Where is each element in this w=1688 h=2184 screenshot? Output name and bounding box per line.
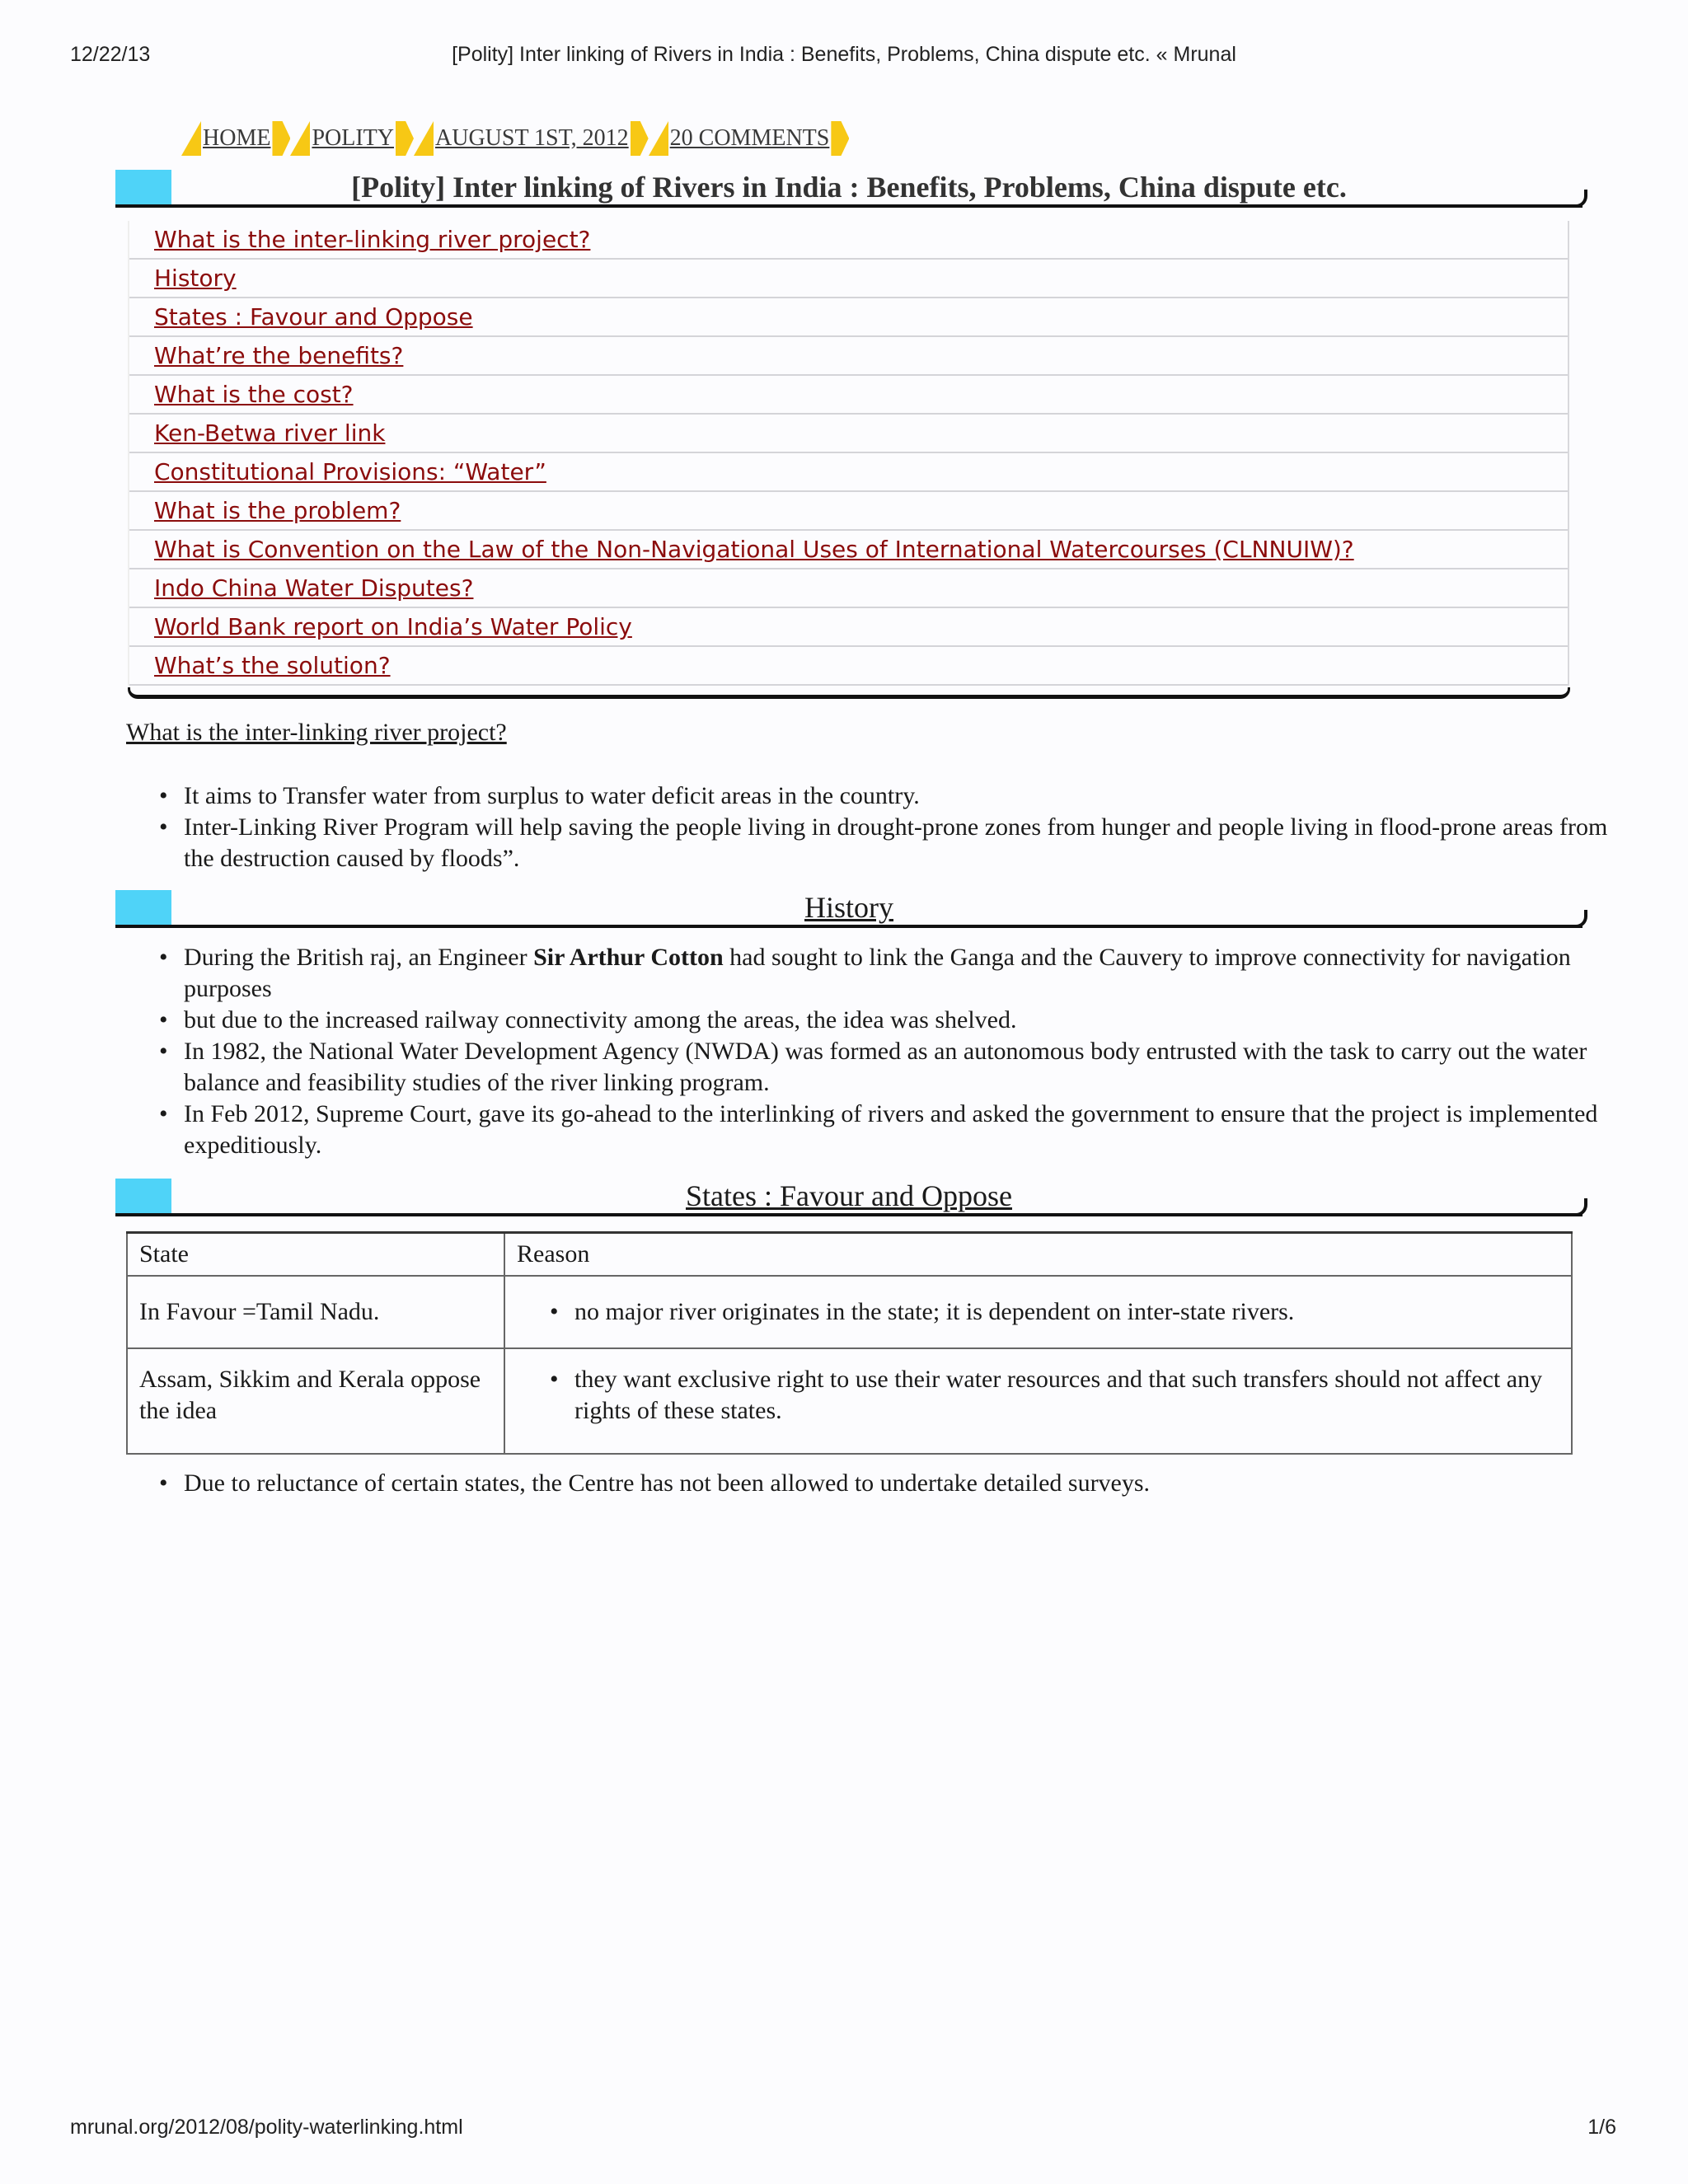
table-cell-reason [504, 1276, 1572, 1348]
toc-link-clnnuiw[interactable]: What is Convention on the Law of the Non-Navigational Uses of International Watercourses (CLNNUIW)? [154, 536, 1354, 563]
toc-link-problem[interactable]: What is the problem? [154, 497, 401, 524]
states-after-bullet-list [126, 1468, 1634, 1499]
post-title-bar [115, 170, 1582, 208]
toc-bottom-border [128, 687, 1570, 699]
toc-link-ken-betwa[interactable]: Ken-Betwa river link [154, 419, 386, 447]
section-heading-history: History [804, 891, 893, 924]
list-item: • no major river originates in the state; it is dependent on inter-state rivers. [574, 1296, 1559, 1328]
breadcrumb [181, 121, 849, 156]
toc-link-cost[interactable]: What is the cost? [154, 381, 354, 408]
arrow-left-icon [649, 121, 668, 156]
table-header-reason: Reason [504, 1233, 1572, 1277]
states-table [126, 1231, 1573, 1455]
table-row [127, 1276, 1572, 1348]
breadcrumb-date-link[interactable]: AUGUST 1ST, 2012 [435, 125, 629, 151]
section-divider-hook [1573, 1198, 1587, 1216]
project-bullet-list [126, 780, 1634, 874]
table-row [127, 1348, 1572, 1454]
toc-link-world-bank[interactable]: World Bank report on India’s Water Policy [154, 613, 632, 640]
print-url: mrunal.org/2012/08/polity-waterlinking.html [70, 2116, 463, 2139]
list-item: • Due to reluctance of certain states, the Centre has not been allowed to undertake detailed surveys. [184, 1468, 1634, 1499]
toc-link-project[interactable]: What is the inter-linking river project? [154, 226, 591, 253]
arrow-right-icon [631, 121, 649, 156]
states-heading-bar [115, 1179, 1582, 1216]
toc-item [129, 376, 1568, 415]
toc-item [129, 337, 1568, 376]
toc-link-benefits[interactable]: What’re the benefits? [154, 342, 404, 369]
list-item: • Inter-Linking River Program will help saving the people living in drought-prone zones from hunger and people living in flood-prone areas from the destruction caused by floods”. [184, 812, 1634, 874]
breadcrumb-home-link[interactable]: HOME [203, 125, 271, 151]
arrow-left-icon [290, 121, 310, 156]
toc-item [129, 298, 1568, 337]
breadcrumb-comments-link[interactable]: 20 COMMENTS [669, 125, 830, 151]
print-date: 12/22/13 [70, 43, 151, 66]
bold-name: Sir Arthur Cotton [533, 944, 724, 971]
table-of-contents [128, 221, 1569, 686]
toc-item [129, 260, 1568, 298]
print-header [0, 43, 1688, 76]
toc-link-solution[interactable]: What’s the solution? [154, 652, 391, 679]
breadcrumb-date[interactable] [414, 121, 649, 156]
bullet-text: had sought to link the Ganga and the Cauvery to improve connectivity for navigation purposes [184, 944, 1571, 1002]
toc-item [129, 569, 1568, 608]
breadcrumb-comments[interactable] [649, 121, 850, 156]
arrow-right-icon [831, 121, 849, 156]
toc-link-history[interactable]: History [154, 265, 237, 292]
history-bullet-list [126, 942, 1634, 1161]
list-item: • It aims to Transfer water from surplus to water deficit areas in the country. [184, 780, 1634, 812]
page-title: [Polity] Inter linking of Rivers in India : Benefits, Problems, China dispute etc. [351, 171, 1347, 204]
arrow-right-icon [272, 121, 290, 156]
toc-item [129, 492, 1568, 531]
list-item: • but due to the increased railway connectivity among the areas, the idea was shelved. [184, 1005, 1634, 1036]
toc-item [129, 531, 1568, 569]
toc-item [129, 647, 1568, 686]
section-heading-states: States : Favour and Oppose [686, 1179, 1012, 1212]
table-header-row [127, 1233, 1572, 1277]
arrow-right-icon [396, 121, 414, 156]
section-divider [115, 1213, 1582, 1216]
list-item: • In Feb 2012, Supreme Court, gave its go-ahead to the interlinking of rivers and asked the government to ensure that the project is implemented expeditiously. [184, 1099, 1634, 1161]
toc-link-constitution[interactable]: Constitutional Provisions: “Water” [154, 458, 546, 485]
list-item [184, 942, 1634, 1005]
list-item: • In 1982, the National Water Development Agency (NWDA) was formed as an autonomous body entrusted with the task to carry out the water balance and feasibility studies of the river linking program. [184, 1036, 1634, 1099]
table-header-state: State [127, 1233, 504, 1277]
list-item: • they want exclusive right to use their water resources and that such transfers should not affect any rights of these states. [574, 1364, 1559, 1427]
bullet-text: During the British raj, an Engineer [184, 944, 534, 971]
toc-item [129, 608, 1568, 647]
section-divider [115, 925, 1582, 928]
table-cell-state: In Favour =Tamil Nadu. [127, 1276, 504, 1348]
table-cell-state: Assam, Sikkim and Kerala oppose the idea [127, 1348, 504, 1454]
breadcrumb-home[interactable] [181, 121, 290, 156]
table-cell-reason [504, 1348, 1572, 1454]
toc-link-states[interactable]: States : Favour and Oppose [154, 303, 473, 330]
title-divider [115, 204, 1582, 208]
section-heading-project: What is the inter-linking river project? [126, 719, 507, 746]
history-heading-bar [115, 890, 1582, 928]
arrow-left-icon [414, 121, 434, 156]
title-divider-hook [1573, 190, 1587, 208]
print-page-title: [Polity] Inter linking of Rivers in India : Benefits, Problems, China dispute etc. « Mrunal [452, 43, 1236, 66]
page-number: 1/6 [1587, 2116, 1616, 2139]
toc-link-indo-china[interactable]: Indo China Water Disputes? [154, 574, 474, 602]
arrow-left-icon [181, 121, 201, 156]
breadcrumb-category-link[interactable]: POLITY [312, 125, 394, 151]
breadcrumb-category[interactable] [290, 121, 414, 156]
toc-item [129, 221, 1568, 260]
section-divider-hook [1573, 910, 1587, 928]
toc-item [129, 415, 1568, 453]
toc-item [129, 453, 1568, 492]
